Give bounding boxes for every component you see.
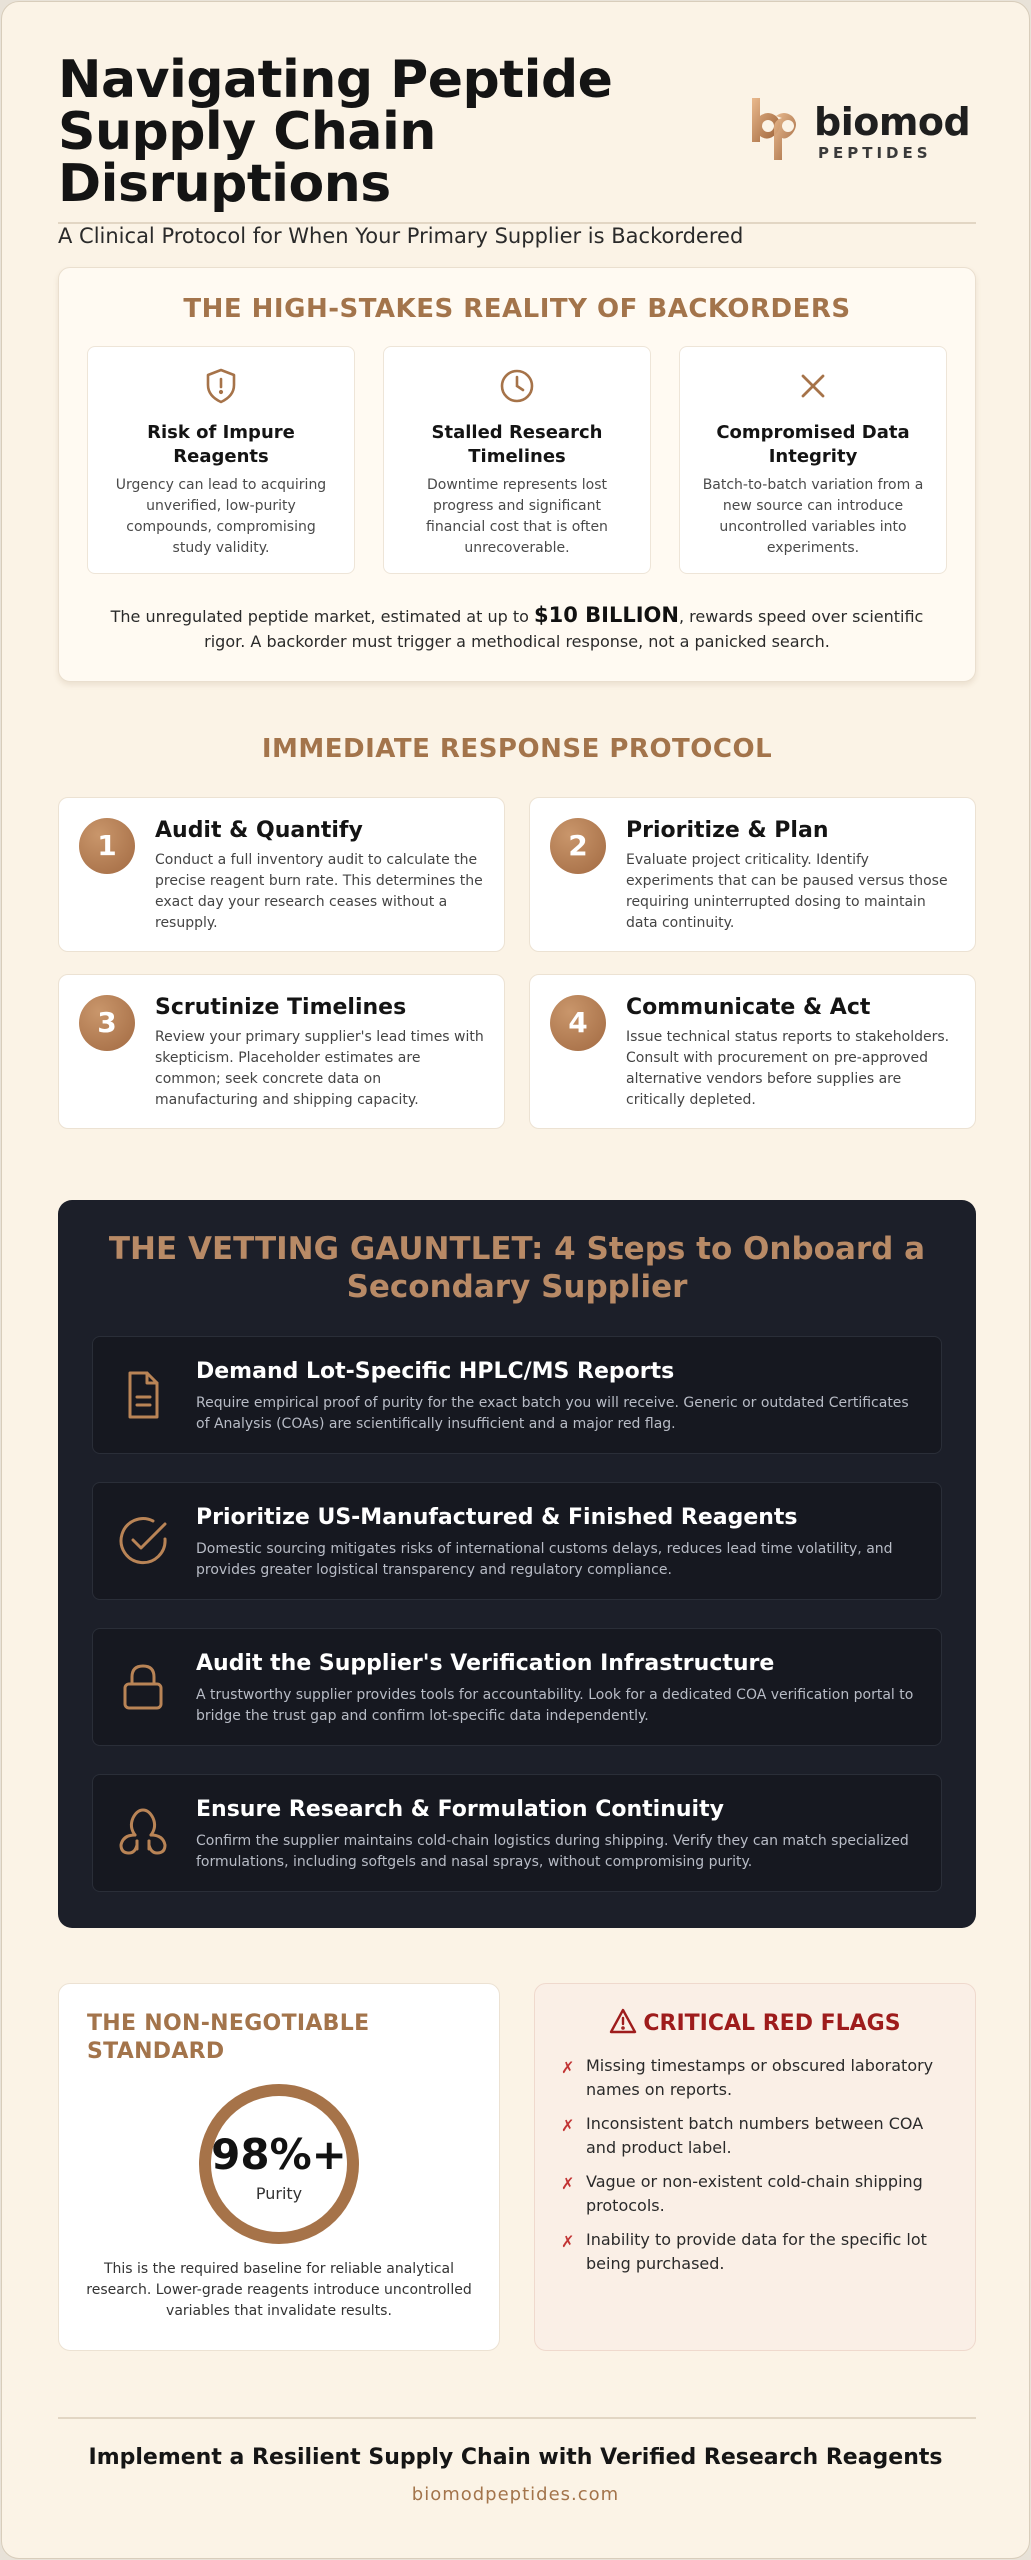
risk-title: Risk of Impure Reagents [147,422,295,467]
gauntlet-item-text: A trustworthy supplier provides tools for accountability. Look for a dedicated COA verification portal to bridge the trust gap and confirm lot-specific data independently. [196,1687,914,1724]
page-subtitle: A Clinical Protocol for When Your Primary Supplier is Backordered [58,224,744,248]
step-title: Communicate & Act [626,995,871,1020]
protocol-steps [58,797,976,1132]
gauntlet-item-text: Require empirical proof of purity for the exact batch you will receive. Generic or outdated Certificates of Analysis (COAs) are scientifically insufficient and a major red flag. [196,1395,909,1432]
red-flag-item [561,2112,949,2160]
gauntlet-item-title: Demand Lot-Specific HPLC/MS Reports [196,1359,675,1384]
reality-card [58,267,976,682]
shield-alert-icon [202,367,240,405]
step-title: Scrutinize Timelines [155,995,407,1020]
warning-triangle-icon [609,2008,637,2034]
risk-text: Downtime represents lost progress and significant financial cost that is often unrecoverable. [426,477,608,556]
market-value: $10 BILLION [534,603,679,627]
gauntlet-item-title: Ensure Research & Formulation Continuity [196,1797,724,1822]
market-text-post: , rewards speed over scientific rigor. A backorder must trigger a methodical response, not a panicked search. [204,607,924,651]
continuity-icon [115,1805,171,1861]
purity-ring [199,2084,359,2244]
step-number-badge: 1 [79,818,135,874]
header-divider [58,222,976,224]
market-statement [89,603,945,654]
gauntlet-item [92,1482,942,1600]
document-icon [115,1367,171,1423]
red-flag-item [561,2170,949,2218]
reality-title: THE HIGH-STAKES REALITY OF BACKORDERS [183,294,851,324]
step-title: Audit & Quantify [155,818,363,843]
infographic-page [1,1,1030,2559]
protocol-title: IMMEDIATE RESPONSE PROTOCOL [261,734,773,764]
red-flag-text: Missing timestamps or obscured laboratory names on reports. [586,2056,934,2099]
risk-card-timelines [383,346,651,574]
x-mark-icon: ✗ [561,2232,575,2251]
protocol-step [58,797,505,952]
purity-label: Purity [255,2184,303,2203]
check-circle-icon [115,1513,171,1569]
red-flags-heading [535,2008,975,2036]
gauntlet-item [92,1774,942,1892]
step-text: Evaluate project criticality. Identify experiments that can be paused versus those requiring uninterrupted dosing to maintain data continuity. [626,852,948,931]
gauntlet-item-text: Domestic sourcing mitigates risks of international customs delays, reduces lead time volatility, and provides greater logistical transparency and regulatory compliance. [196,1541,893,1578]
purity-value: 98%+ [211,2130,347,2179]
risk-title: Compromised Data Integrity [716,422,910,467]
page-title-line-2: Supply Chain Disruptions [58,102,436,214]
vetting-gauntlet-panel [58,1200,976,1928]
red-flag-item [561,2228,949,2276]
standard-title: THE NON-NEGOTIABLE STANDARD [87,2011,370,2064]
x-mark-icon: ✗ [561,2058,575,2077]
red-flag-text: Vague or non-existent cold-chain shipping protocols. [586,2172,923,2215]
gauntlet-item [92,1336,942,1454]
red-flag-text: Inconsistent batch numbers between COA and product label. [586,2114,924,2157]
step-title: Prioritize & Plan [626,818,829,843]
page-title-line-1: Navigating Peptide [58,50,613,110]
risk-text: Urgency can lead to acquiring unverified, low-purity compounds, compromising study validity. [115,477,327,556]
risk-text: Batch-to-batch variation from a new source can introduce uncontrolled variables into experiments. [702,477,924,556]
step-number-badge: 4 [550,995,606,1051]
lock-icon [115,1659,171,1715]
footer-divider [58,2417,976,2419]
protocol-step [529,974,976,1129]
logo-subtitle: PEPTIDES [818,144,932,162]
risk-cards [87,346,947,574]
footer-link[interactable]: biomodpeptides.com [411,2484,620,2505]
protocol-step [529,797,976,952]
step-text: Issue technical status reports to stakeholders. Consult with procurement on pre-approved alternative vendors before supplies are critically depleted. [626,1029,950,1108]
x-mark-icon: ✗ [561,2116,575,2135]
protocol-step [58,974,505,1129]
step-text: Conduct a full inventory audit to calculate the precise reagent burn rate. This determines the exact day your research ceases without a resupply. [155,852,483,931]
gauntlet-item [92,1628,942,1746]
gauntlet-item-title: Prioritize US-Manufactured & Finished Reagents [196,1505,798,1530]
logo-mark-icon [746,94,810,162]
footer-title: Implement a Resilient Supply Chain with Verified Research Reagents [88,2445,943,2470]
gauntlet-item-title: Audit the Supplier's Verification Infrastructure [196,1651,775,1676]
gauntlet-title: THE VETTING GAUNTLET: 4 Steps to Onboard a Secondary Supplier [108,1231,926,1305]
clock-icon [498,367,536,405]
standard-card [58,1983,500,2351]
x-mark-icon: ✗ [561,2174,575,2193]
brand-logo[interactable] [746,94,976,164]
market-text-pre: The unregulated peptide market, estimated at up to [110,607,534,626]
risk-card-integrity [679,346,947,574]
red-flag-item [561,2054,949,2102]
red-flags-card [534,1983,976,2351]
page-title [58,50,758,214]
x-icon [794,367,832,405]
header [58,50,976,248]
logo-wordmark: biomod [814,100,971,144]
risk-title: Stalled Research Timelines [431,422,603,467]
risk-card-impure [87,346,355,574]
red-flags-title: CRITICAL RED FLAGS [643,2011,901,2036]
red-flag-text: Inability to provide data for the specific lot being purchased. [586,2230,927,2273]
step-text: Review your primary supplier's lead times with skepticism. Placeholder estimates are common; seek concrete data on manufacturing and shipping capacity. [155,1029,484,1108]
step-number-badge: 2 [550,818,606,874]
gauntlet-item-text: Confirm the supplier maintains cold-chain logistics during shipping. Verify they can match specialized formulations, including softgels and nasal sprays, without compromising purity. [196,1833,909,1870]
step-number-badge: 3 [79,995,135,1051]
standard-text: This is the required baseline for reliable analytical research. Lower-grade reagents introduce uncontrolled variables that invalidate results. [86,2261,472,2319]
